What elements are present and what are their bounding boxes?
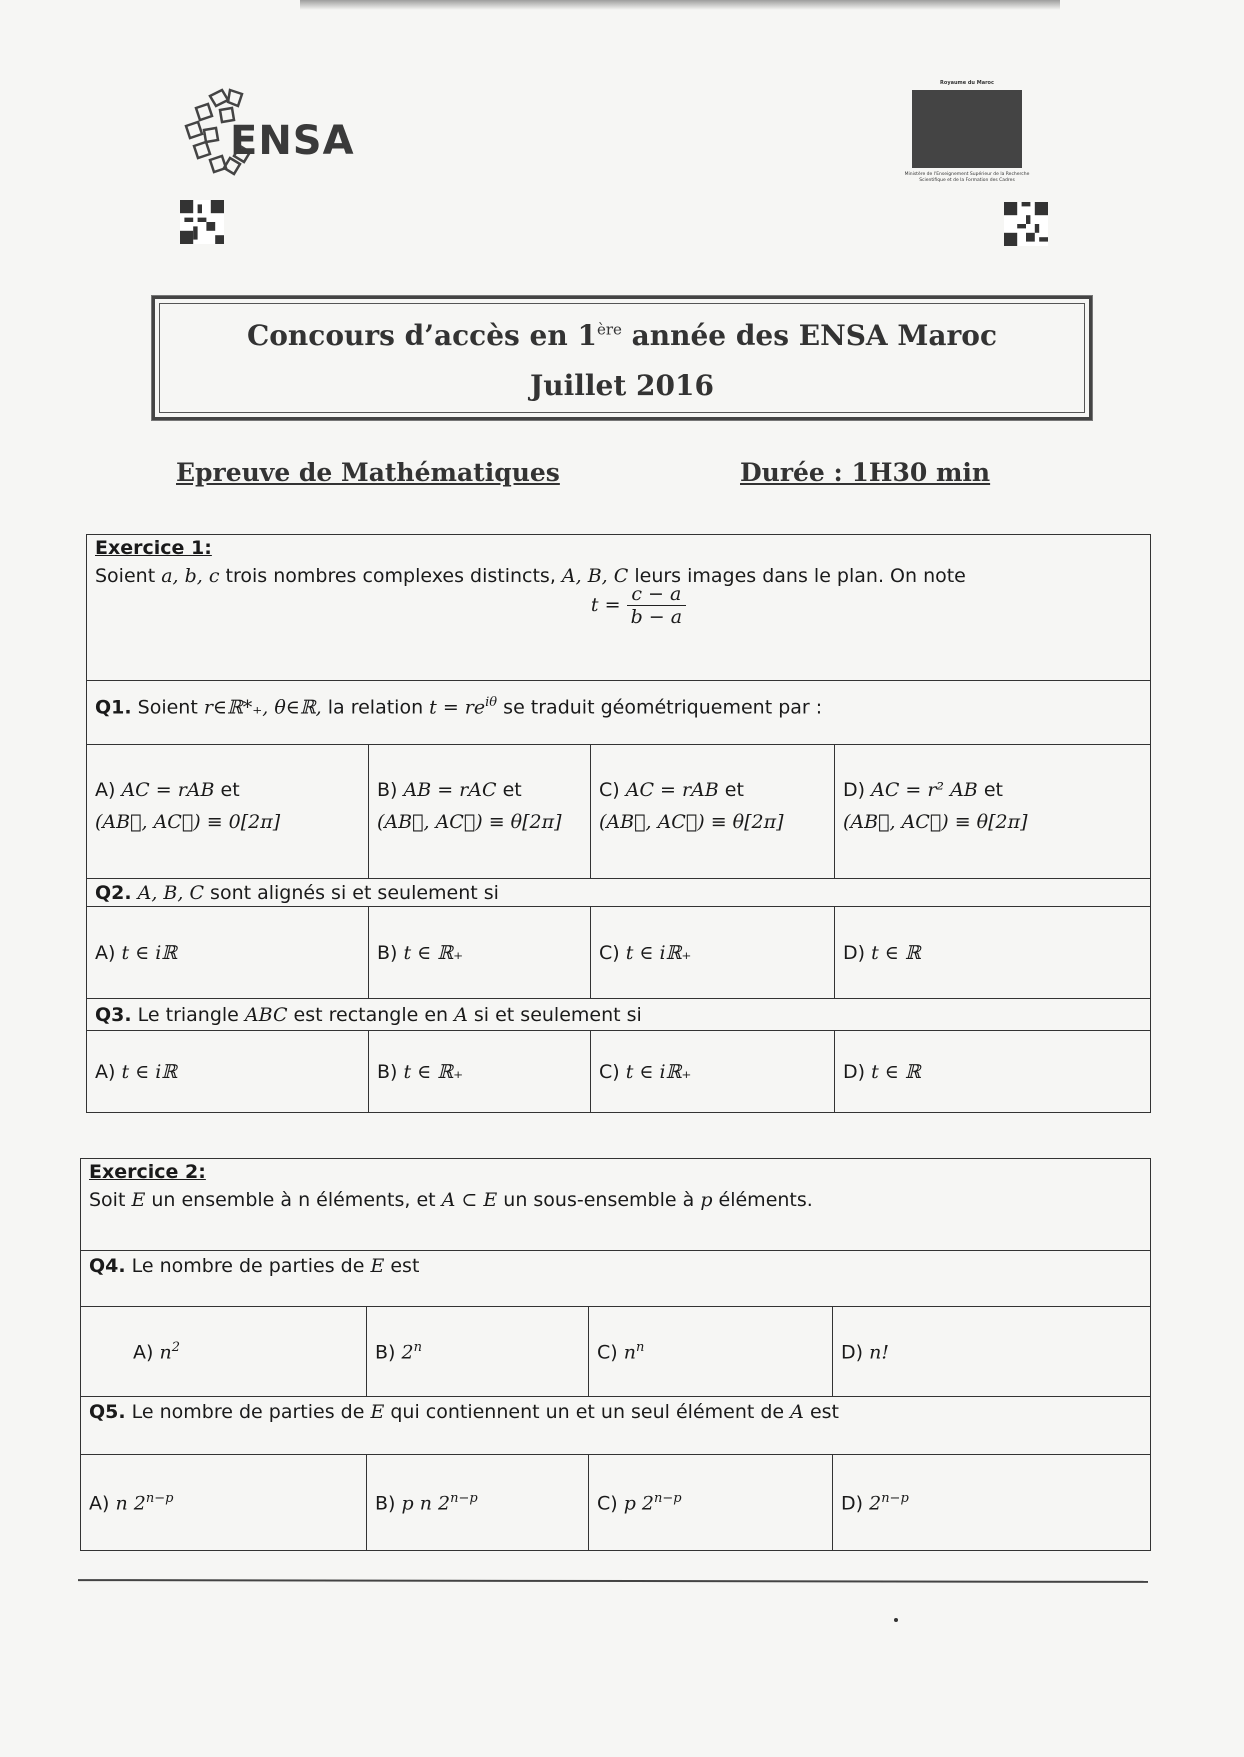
q3-option-b[interactable]: B) t ∈ ℝ₊ xyxy=(369,1031,591,1113)
exercise-2-intro: Soit E un ensemble à n éléments, et A ⊂ E un sous-ensemble à p éléments. xyxy=(89,1189,813,1211)
page-mark xyxy=(894,1618,898,1622)
q4-option-b[interactable]: B) 2$^n$ xyxy=(367,1307,589,1397)
question-q3: Q3. Le triangle ABC est rectangle en A si et seulement si xyxy=(87,999,1151,1031)
exercise-2-title: Exercice 2: xyxy=(89,1161,206,1183)
t-fraction: $\frac{c - a}{b - a}$ xyxy=(627,583,687,628)
ministry-emblem-icon xyxy=(912,90,1022,168)
qr-code-right-icon xyxy=(1004,202,1048,246)
ministry-bottom-text: Ministère de l'Enseignement Supérieur de la Recherche Scientifique et de la Formation des Cadres xyxy=(904,172,1030,183)
qr-code-left-icon xyxy=(180,200,224,244)
q1-option-c[interactable]: C) AC = rAB et (AB⃗, AC⃗) ≡ θ[2π] xyxy=(591,745,835,879)
title-box xyxy=(152,296,1092,420)
subject-title: Epreuve de Mathématiques xyxy=(176,458,560,487)
duration: Durée : 1H30 min xyxy=(740,458,991,487)
exercise-1-header xyxy=(87,535,1151,681)
t-definition: t = $\frac{c - a}{b - a}$ xyxy=(95,583,1142,628)
q4-option-a[interactable]: A) $n^2$ xyxy=(81,1307,367,1397)
q1-option-a[interactable]: A) AC = rAB et (AB⃗, AC⃗) ≡ 0[2π] xyxy=(87,745,369,879)
ensa-logo-text: ENSA xyxy=(230,118,355,164)
q4-option-c[interactable]: C) $n^n$ xyxy=(589,1307,833,1397)
question-q4: Q4. Le nombre de parties de E est xyxy=(81,1251,1151,1307)
question-q1: Q1. Soient r∈ℝ*₊, θ∈ℝ, la relation $t = re^{i\theta}$ se traduit géométriquement par : xyxy=(87,681,1151,745)
q4-option-d[interactable]: D) n! xyxy=(833,1307,1151,1397)
exercise-1-table xyxy=(86,534,1151,1113)
q5-option-b[interactable]: B) p n $2^{n-p}$ xyxy=(367,1455,589,1551)
q1-option-d[interactable]: D) AC = r² AB et (AB⃗, AC⃗) ≡ θ[2π] xyxy=(835,745,1151,879)
top-shadow xyxy=(300,0,1060,10)
q5-option-a[interactable]: A) n $2^{n-p}$ xyxy=(81,1455,367,1551)
title-line-1: Concours d’accès en 1ère année des ENSA Maroc xyxy=(246,319,998,352)
bottom-rule xyxy=(78,1579,1148,1583)
q3-option-d[interactable]: D) t ∈ ℝ xyxy=(835,1031,1151,1113)
q5-option-d[interactable]: D) $2^{n-p}$ xyxy=(833,1455,1151,1551)
exercise-2-header xyxy=(81,1159,1151,1251)
ministry-logo xyxy=(892,80,1042,184)
q3-option-c[interactable]: C) t ∈ iℝ₊ xyxy=(591,1031,835,1113)
q2-option-d[interactable]: D) t ∈ ℝ xyxy=(835,907,1151,999)
exercise-2-table xyxy=(80,1158,1151,1551)
q3-option-a[interactable]: A) t ∈ iℝ xyxy=(87,1031,369,1113)
q2-option-b[interactable]: B) t ∈ ℝ₊ xyxy=(369,907,591,999)
q5-option-c[interactable]: C) p $2^{n-p}$ xyxy=(589,1455,833,1551)
title-line-2: Juillet 2016 xyxy=(530,369,714,402)
question-q2: Q2. A, B, C sont alignés si et seulement si xyxy=(87,879,1151,907)
q1-option-b[interactable]: B) AB = rAC et (AB⃗, AC⃗) ≡ θ[2π] xyxy=(369,745,591,879)
q2-option-c[interactable]: C) t ∈ iℝ₊ xyxy=(591,907,835,999)
q2-option-a[interactable]: A) t ∈ iℝ xyxy=(87,907,369,999)
ministry-top-text: Royaume du Maroc xyxy=(940,80,994,86)
question-q5: Q5. Le nombre de parties de E qui contiennent un et un seul élément de A est xyxy=(81,1397,1151,1455)
exercise-1-intro: Soient a, b, c trois nombres complexes distincts, A, B, C leurs images dans le plan. On note xyxy=(95,565,966,587)
exercise-1-title: Exercice 1: xyxy=(95,537,212,559)
